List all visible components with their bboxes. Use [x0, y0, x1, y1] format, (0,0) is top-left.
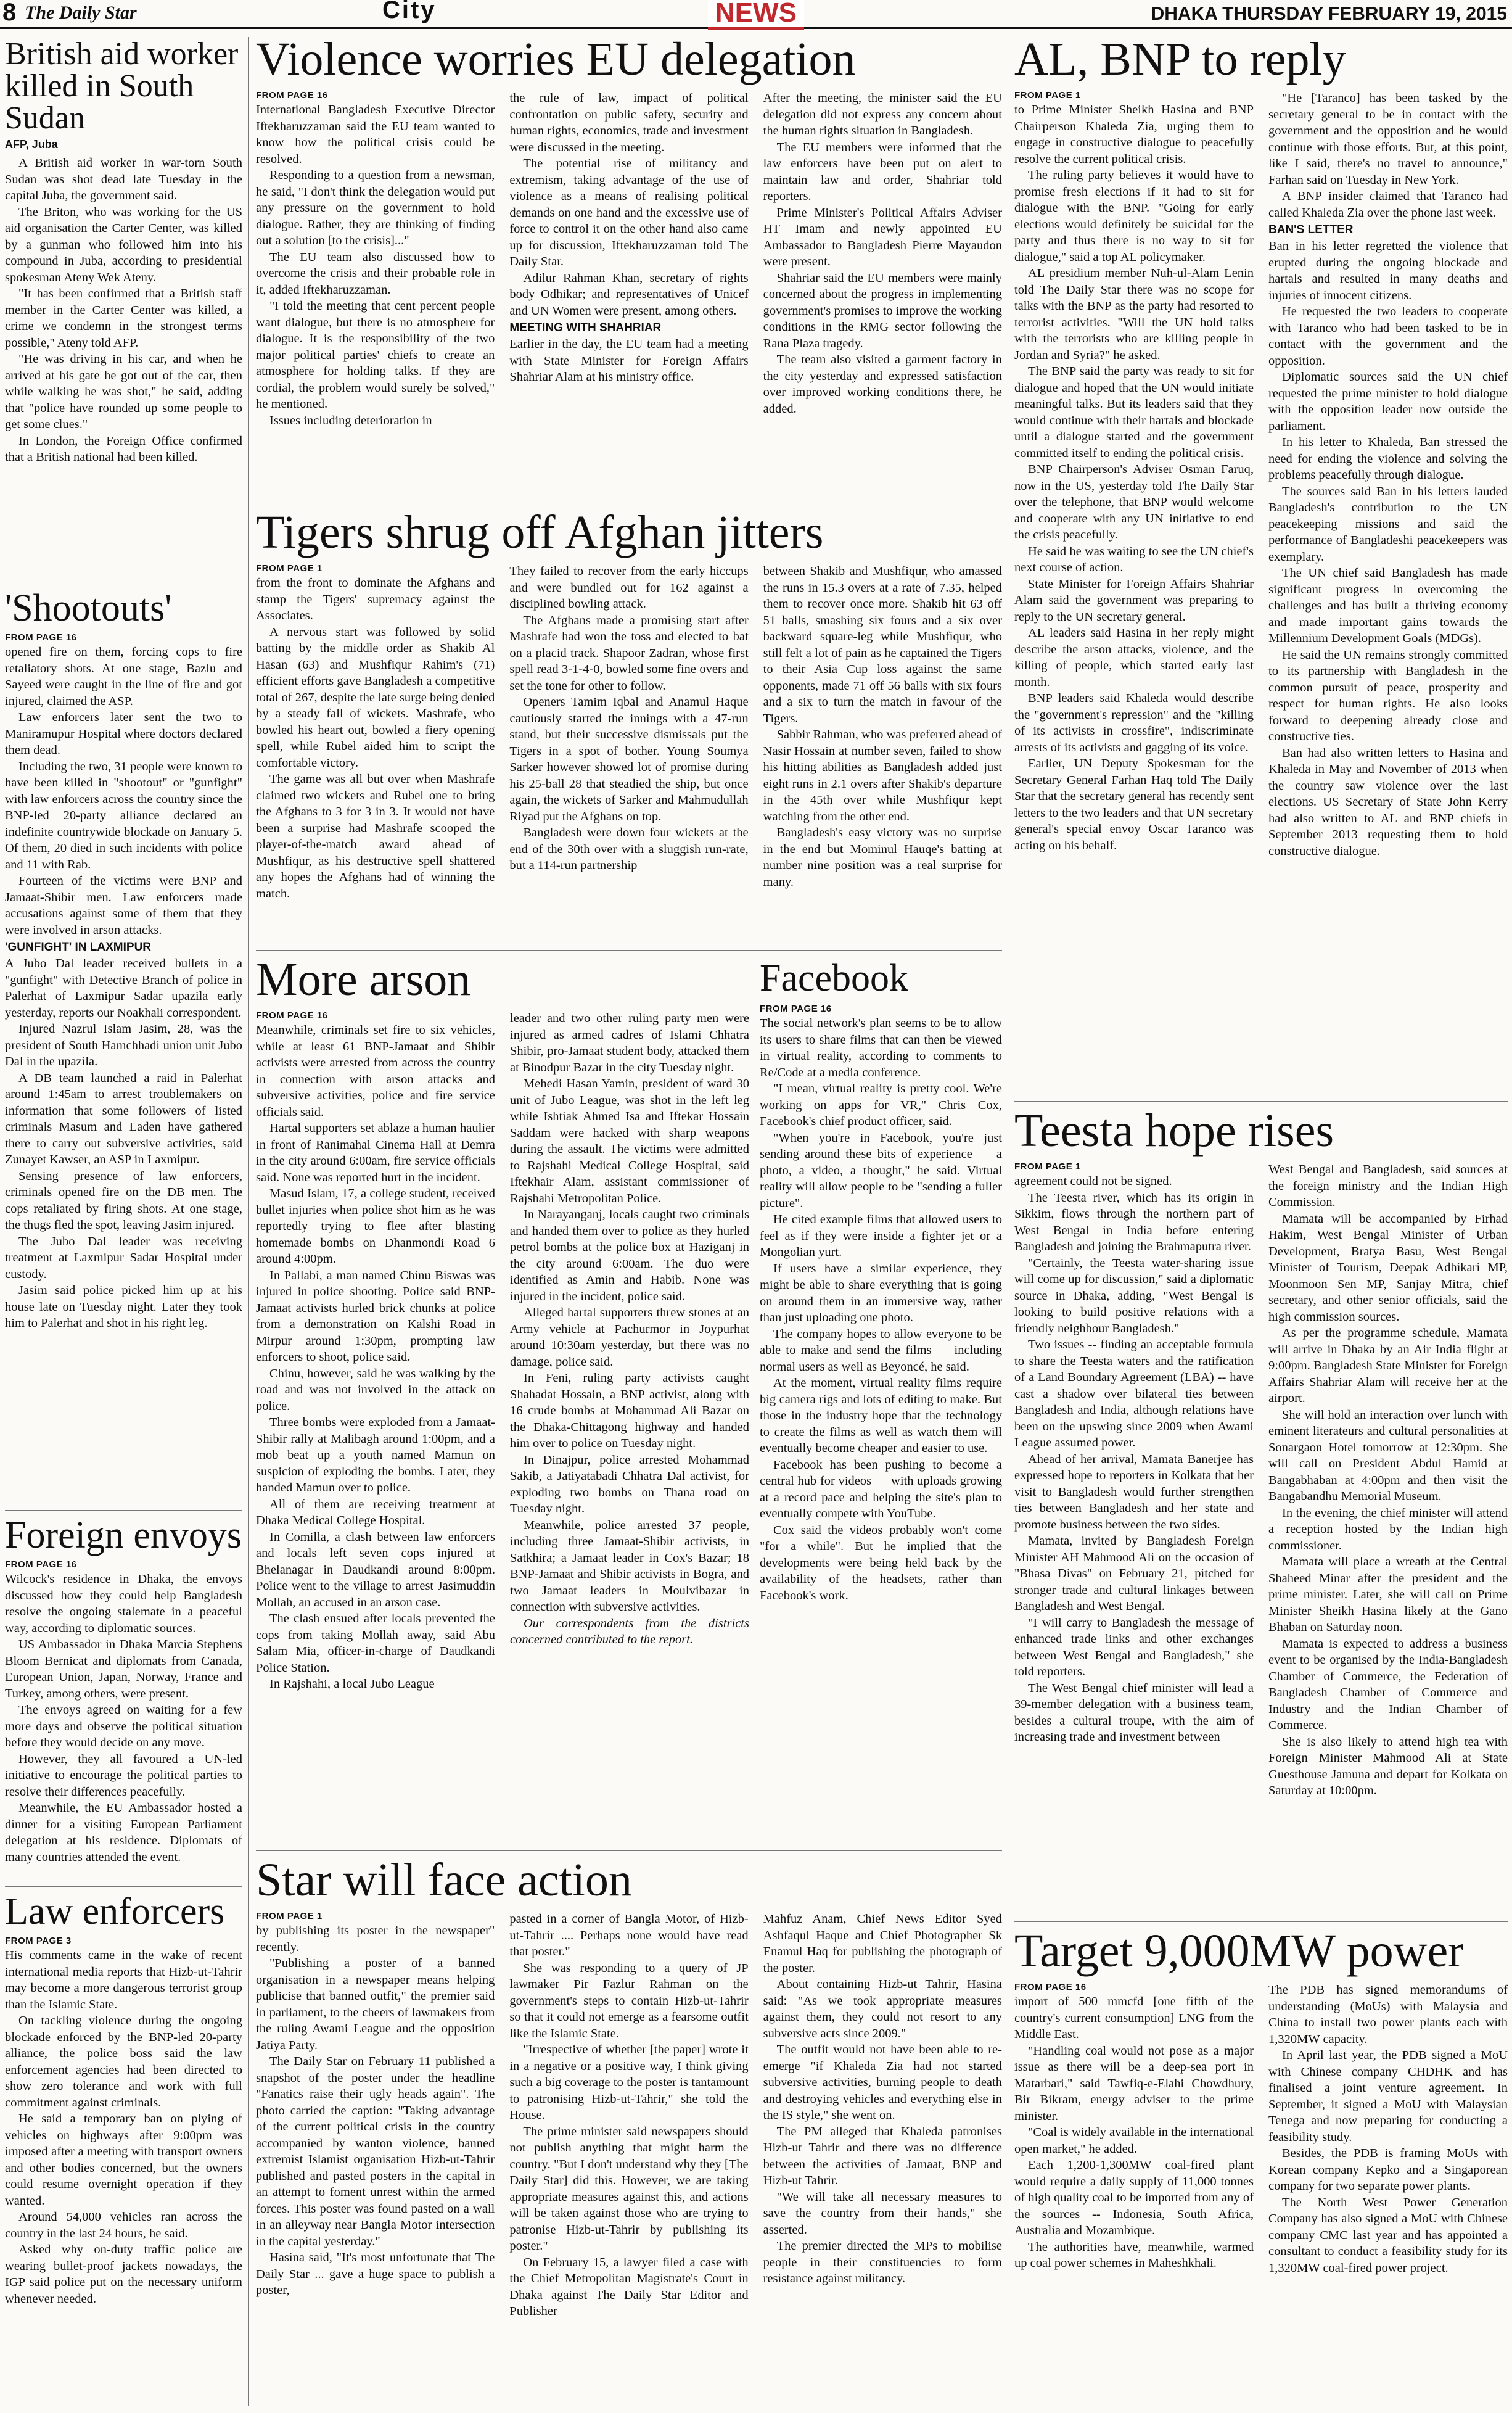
paragraph: "Handling coal would not pose as a major issue as there will be a deep-sea port in Matarbari," said Tawfiq-e-Elahi Chowdhury, Bir Bikram, energy adviser to the prime minister.	[1014, 2044, 1254, 2123]
paper-name: The Daily Star	[25, 2, 137, 23]
paragraph: "Publishing a poster of a banned organisation in a newspaper means helping publicise that banned outfit," the premier said in parliament, to the cheers of lawmakers from the ruling Awami League and the opposition Jatiya Party.	[256, 1957, 495, 2052]
paragraph: opened fire on them, forcing cops to fire retaliatory shots. At one stage, Bazlu and Sayeed were caught in the line of fire and got injured, claimed the ASP.	[5, 645, 242, 708]
story-divider	[1014, 1101, 1508, 1102]
paragraph: Bangladesh's easy victory was no surprise in the end but Mominul Hauqe's batting at number nine position was a real surprise for many.	[763, 826, 1002, 889]
paragraph: On February 15, a lawyer filed a case with the Chief Metropolitan Magistrate's Court in Dhaka against The Daily Star Editor and Publisher	[509, 2255, 749, 2318]
paragraph: Three bombs were exploded from a Jamaat-Shibir rally at Malibagh around 1:00pm, and a mob beat up a youth named Mamun on suspicion of exploding the bombs. Later, they handed Mamun over to police.	[256, 1416, 495, 1495]
paragraph: In Dinajpur, police arrested Mohammad Sakib, a Jatiyatabadi Chhatra Dal activist, for exploding two bombs on Thana road on Tuesday night.	[510, 1453, 749, 1516]
paragraph: He requested the two leaders to cooperate with Taranco who had been tasked to be in contact with the government and the opposition.	[1268, 305, 1508, 368]
dateline: DHAKA THURSDAY FEBRUARY 19, 2015	[1151, 4, 1507, 24]
paragraph: The Briton, who was working for the US aid organisation the Carter Center, was killed by a gunman who followed him into his compound in Juba, according to presidential spokesman Ateny Wek Ateny.	[5, 205, 242, 284]
paragraph: Meanwhile, criminals set fire to six vehicles, while at least 61 BNP-Jamaat and Shibir activists were arrested from across the country in connection with arson attacks and subversive activities, police and fire service officials said.	[256, 1023, 495, 1119]
paragraph: leader and two other ruling party men were injured as armed cadres of Islami Chhatra Shibir, pro-Jamaat student body, attacked them at Binodpur Bazar in the city Tuesday night.	[510, 1012, 749, 1075]
story-body	[5, 155, 242, 466]
jump-line: FROM PAGE 1	[256, 1911, 323, 1921]
paragraph: A British aid worker in war-torn South Sudan was shot dead late Tuesday in the capital Juba, the government said.	[5, 156, 242, 202]
paragraph: The prime minister said newspapers should not publish anything that might harm the country. "But I don't understand why they [The Daily Star] did this. However, we are taking appropriate measures against this, and actions will be taken against those who are trying to patronise Hizb-ut-Tahrir by publishing its poster."	[509, 2124, 749, 2253]
paragraph: Hartal supporters set ablaze a human haulier in front of Ranimahal Cinema Hall at Demra in the city around 6:00am, fire service officials said. None was reported hurt in the incident.	[256, 1121, 495, 1184]
paragraph: Two issues -- finding an acceptable formula to share the Teesta waters and the ratification of a Land Boundary Agreement (LBA) -- have cast a shadow over bilateral ties between Bangladesh and India, although relations have been on the upswing since 2009 when Awami League assumed power.	[1014, 1338, 1254, 1450]
column-rule	[248, 37, 249, 2406]
byline: AFP, Juba	[5, 138, 58, 151]
story-divider	[1014, 1921, 1508, 1922]
paragraph: The game was all but over when Mashrafe claimed two wickets and Rubel one to bring the Afghans to 3 for 3 in 3. It would not have been a surprise had Mashrafe scooped the player-of-the-match award ahead of Mushfiqur, as his destructive spell shattered any hopes the Afghans had of winning the match.	[256, 772, 495, 901]
story-column	[763, 90, 1002, 429]
paragraph: "We will take all necessary measures to save the country from their hands," she asserted.	[763, 2190, 1002, 2237]
paragraph: In April last year, the PDB signed a MoU with Chinese company CHDHK and has finalised a joint venture agreement. In September, it signed a MoU with Malaysian Tenega and now preparing for conducting a feasibility study.	[1268, 2048, 1508, 2144]
story-body	[5, 1947, 242, 2307]
paragraph: Mehedi Hasan Yamin, president of ward 30 unit of Jubo League, was shot in the left leg while Ishtiak Ahmed Isa and Iftekar Hossain Saddam were hacked with sharp weapons during the assault. The victims were admitted to Rajshahi Medical College Hospital, said Iftekhair Alam, assistant commissioner of Rajshahi Metropolitan Police.	[510, 1077, 749, 1205]
paragraph: She will hold an interaction over lunch with eminent literateurs and cultural personalities at Sonargaon Hotel tomorrow at 12:30pm. She will call on President Abdul Hamid at Bangabhaban at 4:00pm and then visit the Bangabandhu Memorial Museum.	[1268, 1408, 1508, 1503]
paragraph: Besides, the PDB is framing MoUs with Korean company Kepko and a Singaporean company for two separate power plants.	[1268, 2147, 1508, 2193]
story-column	[1268, 90, 1508, 859]
story-column	[256, 90, 495, 429]
story-al-bnp	[1014, 33, 1508, 1097]
paragraph: "He [Taranco] has been tasked by the secretary general to be in contact with the government and the opposition and he would continue with those efforts. But, at this point, like I said, there's no travel to announce," Farhan said on Tuesday in New York.	[1268, 91, 1508, 187]
paragraph: Meanwhile, the EU Ambassador hosted a dinner for a visiting European Parliament delegation at his residence. Diplomats of many countries attended the event.	[5, 1801, 242, 1864]
story-columns	[1014, 1161, 1508, 1799]
paragraph: He said he was waiting to see the UN chief's next course of action.	[1014, 544, 1254, 574]
paragraph: "Irrespective of whether [the paper] wrote it in a negative or a positive way, I think giving such a big coverage to the poster is tantamount to patronising Hizb-ut-Tahrir," she told the House.	[509, 2043, 749, 2122]
jump-line: FROM PAGE 1	[256, 563, 323, 574]
paragraph: The ruling party believes it would have to promise fresh elections if it had to sit for dialogue with the BNP. "Going for early elections would definitely be suicidal for the party and thus there is no way to sit for dialogue," said a top AL policymaker.	[1014, 168, 1254, 264]
paragraph: Hasina said, "It's most unfortunate that The Daily Star ... gave a huge space to publish a poster,	[256, 2251, 495, 2297]
paragraph: between Shakib and Mushfiqur, who amassed the runs in 15.3 overs at a rate of 7.35, helped them to recover once more. Shakib hit 63 off 51 balls, smashing six fours and a six over backward square-leg while Mushfiqur, who still felt a lot of pain as he captained the Tigers to their Asia Cup loss against the same opponents, made 71 off 56 balls with six fours and a six to turn the match in favour of the Tigers.	[763, 564, 1002, 725]
paragraph: Each 1,200-1,300MW coal-fired plant would require a daily supply of 11,000 tonnes of high quality coal to be imported from any of the sources -- Indonesia, South Africa, Australia and Mozambique.	[1014, 2158, 1254, 2237]
paragraph: Law enforcers later sent the two to Maniramupur Hospital where doctors declared them dead.	[5, 711, 242, 757]
paragraph: The authorities have, meanwhile, warmed up coal power schemes in Maheshkhali.	[1014, 2240, 1254, 2270]
paragraph: Masud Islam, 17, a college student, received bullet injuries when police shot him as he was reportedly trying to flee after blasting homemade bombs on Dhanmondi Road 6 around 4:00pm.	[256, 1187, 495, 1266]
story-law-enforcers	[5, 1892, 242, 2411]
paragraph: Jasim said police picked him up at his house late on Tuesday night. Later they took him to Palerhat and shot in his right leg.	[5, 1284, 242, 1330]
headline: Law enforcers	[5, 1891, 225, 1932]
paragraph: "It has been confirmed that a British staff member in the Carter Center was killed, a crime we condemn in the strongest terms possible," Ateny told AFP.	[5, 287, 242, 350]
section-name: City	[382, 0, 437, 23]
story-shootouts	[5, 589, 242, 1502]
paragraph: He said the UN remains strongly committed to its partnership with Bangladesh in the common pursuit of peace, prosperity and respect for human rights. He also looks forward to deepening already close and constructive ties.	[1268, 648, 1508, 743]
paragraph: Bangladesh were down four wickets at the end of the 30th over with a sluggish run-rate, but a 114-run partnership	[509, 826, 749, 872]
story-column	[256, 1010, 495, 1693]
paragraph: At the moment, virtual reality films require big camera rigs and lots of editing to make. But those in the industry hope that the technology to create the films as well as watch them will eventually become cheaper and easier to use.	[760, 1376, 1002, 1455]
paragraph: BNP leaders said Khaleda would describe the "government's repression" and the "killing of its activists in crossfire", indiscriminate arrests of its activists and gagging of its voice.	[1014, 691, 1254, 754]
story-tigers	[256, 506, 1002, 944]
story-column	[256, 563, 495, 902]
headline: Tigers shrug off Afghan jitters	[256, 506, 824, 558]
paragraph: The premier directed the MPs to mobilise people in their constituencies to form resistance against militancy.	[763, 2239, 1002, 2285]
paragraph: to Prime Minister Sheikh Hasina and BNP Chairperson Khaleda Zia, urging them to engage in constructive dialogue to peacefully resolve the current political crisis.	[1014, 103, 1254, 166]
paragraph: Alleged hartal supporters threw stones at an Army vehicle at Pachurmor in Joypurhat around 10:30am yesterday, but there was no damage, police said.	[510, 1306, 749, 1369]
paragraph: Around 54,000 vehicles ran across the country in the last 24 hours, he said.	[5, 2210, 242, 2240]
paragraph: The UN chief said Bangladesh has made significant progress in overcoming the challenges and has built a thriving economy and made important gains towards the Millennium Development Goals (MDGs).	[1268, 566, 1508, 645]
paragraph: A Jubo Dal leader received bullets in a "gunfight" with Detective Branch of police in Palerhat of Laxmipur Sadar upazila early yesterday, reports our Noakhali correspondent.	[5, 957, 242, 1020]
paragraph: Adilur Rahman Khan, secretary of rights body Odhikar; and representatives of Unicef and UN Women were present, among others.	[509, 271, 749, 318]
headline: Star will face action	[256, 1854, 632, 1906]
paragraph: In his letter to Khaleda, Ban stressed the need for ending the violence and solving the problems peacefully through dialogue.	[1268, 435, 1508, 482]
jump-line: FROM PAGE 16	[256, 1010, 328, 1021]
paragraph: Ban had also written letters to Hasina and Khaleda in May and November of 2013 when the country saw violence over the last elections. US Secretary of State John Kerry had also written to AL and BNP chiefs in September 2013 requesting them to hold constructive dialogue.	[1268, 746, 1508, 858]
paragraph: In Narayanganj, locals caught two criminals and handed them over to police as they hurled petrol bombs at the police box at Haziganj in the city around 6:00am. The duo were identified as Amin and Habib. None was injured in the incident, police said.	[510, 1208, 749, 1303]
story-columns	[1014, 1982, 1508, 2276]
paragraph: "Coal is widely available in the international open market," he added.	[1014, 2126, 1254, 2156]
paragraph: After the meeting, the minister said the EU delegation did not express any concern about the human rights situation in Bangladesh.	[763, 91, 1002, 138]
story-divider	[5, 1510, 242, 1511]
story-columns	[1014, 90, 1508, 859]
paragraph: If users have a similar experience, they might be able to share everything that is going on around them in an immersive way, rather than just uploading one photo.	[760, 1261, 1002, 1324]
paragraph: She was responding to a query of JP lawmaker Pir Fazlur Rahman on the government's steps to contain Hizb-ut-Tahrir so that it could not emerge as a fearsome outfit like the Islamic State.	[509, 1961, 749, 2040]
paragraph: Shahriar said the EU members were mainly concerned about the progress in implementing government's promises to improve the working conditions in the RMG sector following the Rana Plaza tragedy.	[763, 271, 1002, 350]
paragraph: All of them are receiving treatment at Dhaka Medical College Hospital.	[256, 1497, 495, 1527]
story-column	[256, 1911, 495, 2320]
paragraph: by publishing its poster in the newspaper" recently.	[256, 1924, 495, 1954]
story-divider	[256, 1850, 1002, 1851]
paragraph: In Comilla, a clash between law enforcers and locals left seven cops injured at Bhelanagar in Daudkandi around 8:00pm. Police went to the village to arrest Jasimuddin Mollah, an accused in an arson case.	[256, 1530, 495, 1609]
paragraph: BNP Chairperson's Adviser Osman Faruq, now in the US, yesterday told The Daily Star over the telephone, that BNP would welcome and cooperate with any UN initiative to end the crisis peacefully.	[1014, 463, 1254, 542]
paragraph: About containing Hizb-ut Tahrir, Hasina said: "As we took appropriate measures against them, they could not resort to any subversive acts since 2009."	[763, 1978, 1002, 2040]
paragraph: from the front to dominate the Afghans and stamp the Tigers' supremacy against the Associates.	[256, 576, 495, 622]
paragraph: Facebook has been pushing to become a central hub for videos — with uploads growing at a record pace and helping the site's plan to eventually compete with YouTube.	[760, 1458, 1002, 1520]
paragraph: On tackling violence during the ongoing blockade enforced by the BNP-led 20-party alliance, the police boss said the law enforcement agencies had been directed to show zero tolerance and work with full commitment against criminals.	[5, 2014, 242, 2110]
paragraph: AL presidium member Nuh-ul-Alam Lenin told The Daily Star there was no scope for talks with the BNP as the party had resorted to terrorist activities. "Will the UN hold talks with the terrorists who are killing people in Jordan and Syria?" he asked.	[1014, 266, 1254, 362]
paragraph: However, they all favoured a UN-led initiative to encourage the political parties to resolve their differences peacefully.	[5, 1752, 242, 1799]
paragraph: In Pallabi, a man named Chinu Biswas was injured in police shooting. Police said BNP-Jamaat activists hurled brick chunks at police from a demonstration on Kalshi Road in Mirpur around 1:30pm, prompting law enforcers to shoot, police said.	[256, 1268, 495, 1364]
paragraph: The North West Power Generation Company has also signed a MoU with Chinese company CMC last year and has appointed a consultant to conduct a feasibility study for its 1,320MW coal-fired power project.	[1268, 2195, 1508, 2275]
paragraph: International Bangladesh Executive Director Iftekharuzzaman said the EU team wanted to know how the political crisis could be resolved.	[256, 103, 495, 166]
headline: AL, BNP to reply	[1014, 33, 1346, 85]
subhead: BAN'S LETTER	[1268, 223, 1354, 236]
story-column	[1268, 1982, 1508, 2276]
paragraph: In London, the Foreign Office confirmed that a British national had been killed.	[5, 434, 242, 464]
paragraph: The Jubo Dal leader was receiving treatment at Laxmipur Sadar Hospital under custody.	[5, 1234, 242, 1281]
paragraph: The team also visited a garment factory in the city yesterday and expressed satisfaction over improved working conditions there, he added.	[763, 353, 1002, 416]
headline: British aid worker killed in South Sudan	[5, 36, 239, 136]
headline: Foreign envoys	[5, 1514, 242, 1556]
jump-line: FROM PAGE 16	[1014, 1982, 1087, 1992]
story-body	[5, 1571, 242, 1865]
story-power	[1014, 1925, 1508, 2409]
story-columns	[256, 1010, 749, 1693]
paragraph: They failed to recover from the early hiccups and were bundled out for 162 against a disciplined bowling attack.	[509, 564, 749, 611]
paragraph: The potential rise of militancy and extremism, taking advantage of the use of violence as a means of realising political demands on one hand and the excessive use of force to control it on the other hand also came up for discussion, Iftekharuzzaman told The Daily Star.	[509, 157, 749, 268]
story-column	[1014, 90, 1254, 859]
paragraph: "I mean, virtual reality is pretty cool. We're working on apps for VR," Chris Cox, Facebook's chief product officer, said.	[760, 1082, 1002, 1128]
story-column	[1014, 1982, 1254, 2276]
paragraph: Mahfuz Anam, Chief News Editor Syed Ashfaqul Haque and Chief Photographer Sk Enamul Haq for publishing the photograph of the poster.	[763, 1912, 1002, 1975]
story-star-action	[256, 1854, 1002, 2409]
story-foreign-envoys	[5, 1514, 242, 1864]
paragraph: "I told the meeting that cent percent people want dialogue, but there is no atmosphere for dialogue. It is the responsibility of the two major political parties' chiefs to create an atmosphere for holding talks. If they are cordial, the problem would surely be solved," he mentioned.	[256, 299, 495, 411]
story-column	[1268, 1161, 1508, 1799]
paragraph: Meanwhile, police arrested 37 people, including three Jamaat-Shibir activists, in Satkhira; a Jamaat leader in Cox's Bazar; 18 BNP-Jamaat and Shibir activists in Bogra, and two Jamaat leaders in Moulvibazar in connection with subversive activities.	[510, 1518, 749, 1614]
paragraph: The EU team also discussed how to overcome the crisis and their probable role in it, added Iftekharuzzaman.	[256, 250, 495, 297]
paragraph: In Feni, ruling party activists caught Shahadat Hossain, a BNP activist, along with 16 crude bombs at Mohammad Ali Bazar on the Dhaka-Chittagong highway and handed him over to police on Tuesday night.	[510, 1371, 749, 1450]
jump-line: FROM PAGE 16	[256, 90, 328, 101]
paragraph: Sensing presence of law enforcers, criminals opened fire on the DB men. The cops retaliated by firing shots. At one stage, the thugs fled the spot, leaving Jasim injured.	[5, 1169, 242, 1232]
paragraph: He cited example films that allowed users to feel as if they were inside a fighter jet or a Mongolian yurt.	[760, 1213, 1002, 1259]
page-number: 8	[2, 0, 17, 26]
paragraph: In the evening, the chief minister will attend a reception hosted by the Indian high commissioner.	[1268, 1506, 1508, 1553]
paragraph: Mamata, invited by Bangladesh Foreign Minister AH Mahmood Ali on the occasion of "Bhasa Divas" on February 21, pitched for stronger trade and cultural linkages between Bangladesh and West Bengal.	[1014, 1534, 1254, 1613]
paragraph: The outfit would not have been able to re-emerge "if Khaleda Zia had not started subversive activities, burning people to death and destroying vehicles and everything else in the IS style," she went on.	[763, 2043, 1002, 2122]
paragraph: AL leaders said Hasina in her reply might describe the arson attacks, violence, and the killing of people, which started early last month.	[1014, 626, 1254, 689]
story-columns	[256, 563, 1002, 902]
headline: Facebook	[760, 957, 909, 999]
paragraph: Cox said the videos probably won't come "for a while". But he implied that the developments were being held back by the availability of the headsets, rather than Facebook's work.	[760, 1523, 1002, 1602]
paragraph: US Ambassador in Dhaka Marcia Stephens Bloom Bernicat and diplomats from Canada, European Union, Japan, Norway, France and Turkey, among others, were present.	[5, 1638, 242, 1701]
paragraph: Ahead of her arrival, Mamata Banerjee has expressed hope to reporters in Kolkata that her visit to Bangladesh would further strengthen ties between Bangladesh and her state and promote business between the two sides.	[1014, 1452, 1254, 1532]
paragraph: In Rajshahi, a local Jubo League	[269, 1677, 435, 1691]
paragraph: Responding to a question from a newsman, he said, "I don't think the delegation would put any pressure on the government to hold dialogue. Rather, they are thinking of finding out a solution [to the crisis]..."	[256, 168, 495, 247]
jump-line: FROM PAGE 16	[5, 632, 77, 643]
paragraph: Chinu, however, said he was walking by the road and was not involved in the attack on police.	[256, 1366, 495, 1413]
story-columns	[256, 90, 1002, 429]
headline: More arson	[256, 954, 471, 1005]
jump-line: FROM PAGE 16	[5, 1559, 77, 1570]
masthead	[0, 0, 1512, 29]
paragraph: "He was driving in his car, and when he arrived at his gate he got out of the car, then while walking he was shot," he said, adding that "police have rounded up some people to get some clues."	[5, 352, 242, 431]
paragraph: Including the two, 31 people were known to have been killed in "shootout" or "gunfight" with law enforcers across the country since the BNP-led 20-party alliance declared an indefinite countrywide blockade on January 5. Of them, 20 died in such incidents with police and 11 with Rab.	[5, 759, 242, 872]
paragraph: Earlier, UN Deputy Spokesman for the Secretary General Farhan Haq told The Daily Star that the secretary general has recently sent letters to the two leaders and that UN secretary general's special envoy Oscar Taranco was acting on his behalf.	[1014, 757, 1254, 852]
headline: Violence worries EU delegation	[256, 33, 856, 85]
paragraph: The EU members were informed that the law enforcers have been put on alert to maintain law and order, Shahriar told reporters.	[763, 140, 1002, 203]
paragraph: Asked why on-duty traffic police are wearing bullet-proof jackets nowadays, the IGP said police put on the necessary uniform whenever needed.	[5, 2243, 242, 2306]
paragraph: The sources said Ban in his letters lauded Bangladesh's contribution to the UN peacekeeping missions and said the performance of Bangladeshi peacekeepers was exemplary.	[1268, 484, 1508, 564]
paragraph: The Daily Star on February 11 published a snapshot of the poster under the headline "Fanatics raise their ugly heads again". The photo carried the caption: "Taking advantage of the current political crisis in the country accompanied by wanton violence, banned extremist Islamist organisation Hizb-ut-Tahrir published and pasted posters in the capital in an attempt to foment unrest within the armed forces. This poster was found pasted on a wall in an alleyway near Bangla Motor intersection in the capital yesterday."	[256, 2055, 495, 2248]
paragraph: Openers Tamim Iqbal and Anamul Haque cautiously started the innings with a 47-run stand, but their successive dismissals put the Tigers in a spot of bother. Young Soumya Sarker however showed lot of promise during his 25-ball 28 that steadied the ship, but once again, the wickets of Sarker and Mahmudullah Riyad put the Afghans on top.	[509, 695, 749, 823]
headline: Target 9,000MW power	[1014, 1925, 1464, 1977]
story-columns	[256, 1911, 1002, 2320]
paragraph: Earlier in the day, the EU team had a meeting with State Minister for Foreign Affairs Shahriar Alam at his ministry office.	[509, 337, 749, 384]
story-column	[510, 1010, 749, 1693]
story-column	[1014, 1161, 1254, 1799]
paragraph: Mamata will place a wreath at the Central Shaheed Minar after the president and the prime minister. Later, she will call on Prime Minister Sheikh Hasina likely at the Gano Bhaban on Saturday noon.	[1268, 1555, 1508, 1634]
story-column	[763, 563, 1002, 902]
paragraph: agreement could not be signed.	[1014, 1174, 1172, 1188]
story-body	[5, 644, 242, 1332]
paragraph: A DB team launched a raid in Palerhat around 1:45am to arrest troublemakers on information that some followers of listed criminals Masum and Laden have gathered there to carry out subversive activities, said Zunayet Kawser, an ASP in Laxmipur.	[5, 1071, 242, 1166]
paragraph: Sabbir Rahman, who was preferred ahead of Nasir Hossain at number seven, failed to show his hitting abilities as Bangladesh added just eight runs in 2.1 overs after Shakib's departure in the 45th over while Mushfiqur kept watching from the other end.	[763, 728, 1002, 823]
section-tag: NEWS	[708, 0, 804, 30]
paragraph: The social network's plan seems to be to allow its users to share films that can then be viewed in virtual reality, according to comments to Re/Code at a media conference.	[760, 1017, 1002, 1079]
paragraph: The PDB has signed memorandums of understanding (MoUs) with Malaysia and China to install two power plants each with 1,320MW capacity.	[1268, 1983, 1508, 2046]
story-aid-worker	[5, 38, 242, 683]
paragraph: Wilcock's residence in Dhaka, the envoys discussed how they could help Bangladesh resolve the ongoing stalemate in a peaceful way, according to diplomatic sources.	[5, 1572, 242, 1635]
subhead: MEETING WITH SHAHRIAR	[509, 321, 662, 334]
paragraph: Ban in his letter regretted the violence that erupted during the ongoing blockade and hartals and resulted in many deaths and injuries of innocent citizens.	[1268, 239, 1508, 302]
paragraph: The Afghans made a promising start after Mashrafe had won the toss and elected to bat on a placid track. Shapoor Zadran, whose first spell read 3-1-4-0, bowled some fine overs and set the tone for other to follow.	[509, 613, 749, 693]
paragraph: Fourteen of the victims were BNP and Jamaat-Shibir men. Law enforcers made accusations against some of them that they were involved in arson attacks.	[5, 874, 242, 937]
paragraph: Mamata is expected to address a business event to be organised by the India-Bangladesh Chamber of Commerce, the Federation of Bangladesh Chamber of Commerce and Industry and the Indian Chamber of Commerce.	[1268, 1636, 1508, 1732]
headline: Teesta hope rises	[1014, 1105, 1334, 1157]
paragraph: "I will carry to Bangladesh the message of enhanced trade links and other exchanges between West Bengal and Bangladesh," she told reporters.	[1014, 1615, 1254, 1678]
jump-line: FROM PAGE 1	[1014, 1161, 1081, 1172]
paragraph: As per the programme schedule, Mamata will arrive in Dhaka by an Air India flight at 9:00pm. Bangladesh State Minister for Foreign Affairs Shahriar Alam will receive her at the airport.	[1268, 1326, 1508, 1405]
paragraph: import of 500 mmcfd [one fifth of the country's current consumption] LNG from the Middle East.	[1014, 1995, 1254, 2041]
contributor-credit: Our correspondents from the districts concerned contributed to the report.	[510, 1616, 749, 1646]
story-eu-delegation	[256, 33, 1002, 492]
story-column	[509, 1911, 748, 2320]
paragraph: The envoys agreed on waiting for a few more days and observe the political situation before they would decide on any move.	[5, 1703, 242, 1749]
paragraph: the rule of law, impact of political confrontation on public safety, security and human rights, economics, trade and investment were discussed in the meeting.	[509, 91, 749, 154]
paragraph: Prime Minister's Political Affairs Adviser HT Imam and newly appointed EU Ambassador to Bangladesh Pierre Mayaudon were present.	[763, 205, 1002, 268]
paragraph: Diplomatic sources said the UN chief requested the prime minister to hold dialogue with the opposition leader now outside the parliament.	[1268, 370, 1508, 433]
paragraph: The Teesta river, which has its origin in Sikkim, flows through the northern part of West Bengal in India before entering Bangladesh and joining the Brahmaputra river.	[1014, 1190, 1254, 1253]
paragraph: The clash ensued after locals prevented the cops from taking Mollah away, said Abu Salam Mia, officer-in-charge of Daudkandi Police Station.	[256, 1612, 495, 1675]
paragraph: State Minister for Foreign Affairs Shahriar Alam said the government was preparing to reply to the UN secretary general.	[1014, 577, 1254, 624]
paragraph: She is also likely to attend high tea with Foreign Minister Mahmood Ali at State Guesthouse Jamuna and depart for Kolkata on Saturday at 10:00pm.	[1268, 1734, 1508, 1797]
paragraph: The PM alleged that Khaleda patronises Hizb-ut Tahrir and there was no difference between the activities of Jamaat, BNP and Hizb-ut Tahrir.	[763, 2124, 1002, 2187]
story-column	[509, 563, 748, 902]
paragraph: Injured Nazrul Islam Jasim, 28, was the president of South Hamchhadi union unit Jubo Dal in the upazila.	[5, 1022, 242, 1068]
paragraph: pasted in a corner of Bangla Motor, of Hizb-ut-Tahrir .... Perhaps none would have read that poster."	[509, 1912, 749, 1958]
paragraph: He said a temporary ban on plying of vehicles on highways after 9:00pm was imposed after a meeting with transport owners and other bodies concerned, but the owners could resume overnight operation if they wanted.	[5, 2112, 242, 2208]
story-facebook	[760, 959, 1002, 1844]
subhead: 'GUNFIGHT' IN LAXMIPUR	[5, 941, 152, 954]
story-divider	[5, 1886, 242, 1887]
paragraph: "When you're in Facebook, you're just sending around these bits of experience — a photo, a video, a thought," he said. Virtual reality will allow people to be "sending a fuller picture".	[760, 1131, 1002, 1210]
jump-line: FROM PAGE 1	[1014, 90, 1081, 101]
jump-line: FROM PAGE 16	[760, 1004, 832, 1014]
paragraph: "Certainly, the Teesta water-sharing issue will come up for discussion," said a diplomatic source in Dhaka, adding, "West Bengal is looking to build positive relations with a friendly neighbour Bangladesh."	[1014, 1256, 1254, 1335]
story-more-arson	[256, 956, 749, 1844]
paragraph: A BNP insider claimed that Taranco had called Khaleda Zia over the phone last week.	[1268, 189, 1508, 220]
paragraph: The BNP said the party was ready to sit for dialogue and hoped that the UN would initiate meaningful talks. But its leaders said that they would continue with their hartals and blockade until a dialogue started and the government committed itself to ending the political crisis.	[1014, 365, 1254, 460]
paragraph: A nervous start was followed by solid batting by the middle order as Shakib Al Hasan (63) and Mushfiqur Rahim's (71) efficient efforts gave Bangladesh a competitive total of 267, despite the late surge being denied by a steady fall of wickets. Mashrafe, who bowled his heart out, bowled a fiery opening spell, while Rubel aided him to script the comfortable victory.	[256, 625, 495, 770]
story-column	[763, 1911, 1002, 2320]
paragraph: His comments came in the wake of recent international media reports that Hizb-ut-Tahrir may become a more dangerous terrorist group than the Islamic State.	[5, 1949, 242, 2011]
headline: 'Shootouts'	[5, 587, 172, 629]
paragraph: Issues including deterioration in	[269, 413, 432, 427]
paragraph: The West Bengal chief minister will lead a 39-member delegation with a business team, besides a cultural troupe, with the aim of increasing trade and investment between	[1014, 1681, 1254, 1744]
story-column	[509, 90, 748, 429]
paragraph: Mamata will be accompanied by Firhad Hakim, West Bengal Minister of Urban Development, Bratya Basu, West Bengal Minister of Tourism, Deepak Adhikari MP, Moonmoon Sen MP, Sanjay Mitra, chief secretary, and other senior officials, said the high commission sources.	[1268, 1211, 1508, 1324]
story-teesta	[1014, 1107, 1508, 1915]
paragraph: West Bengal and Bangladesh, said sources at the foreign ministry and the Indian High Commission.	[1268, 1163, 1508, 1209]
story-divider	[256, 950, 1002, 951]
story-body	[760, 1015, 1002, 1604]
paragraph: The company hopes to allow everyone to be able to make and send the films — including normal users as well as Beyoncé, he said.	[760, 1327, 1002, 1374]
jump-line: FROM PAGE 3	[5, 1936, 72, 1946]
